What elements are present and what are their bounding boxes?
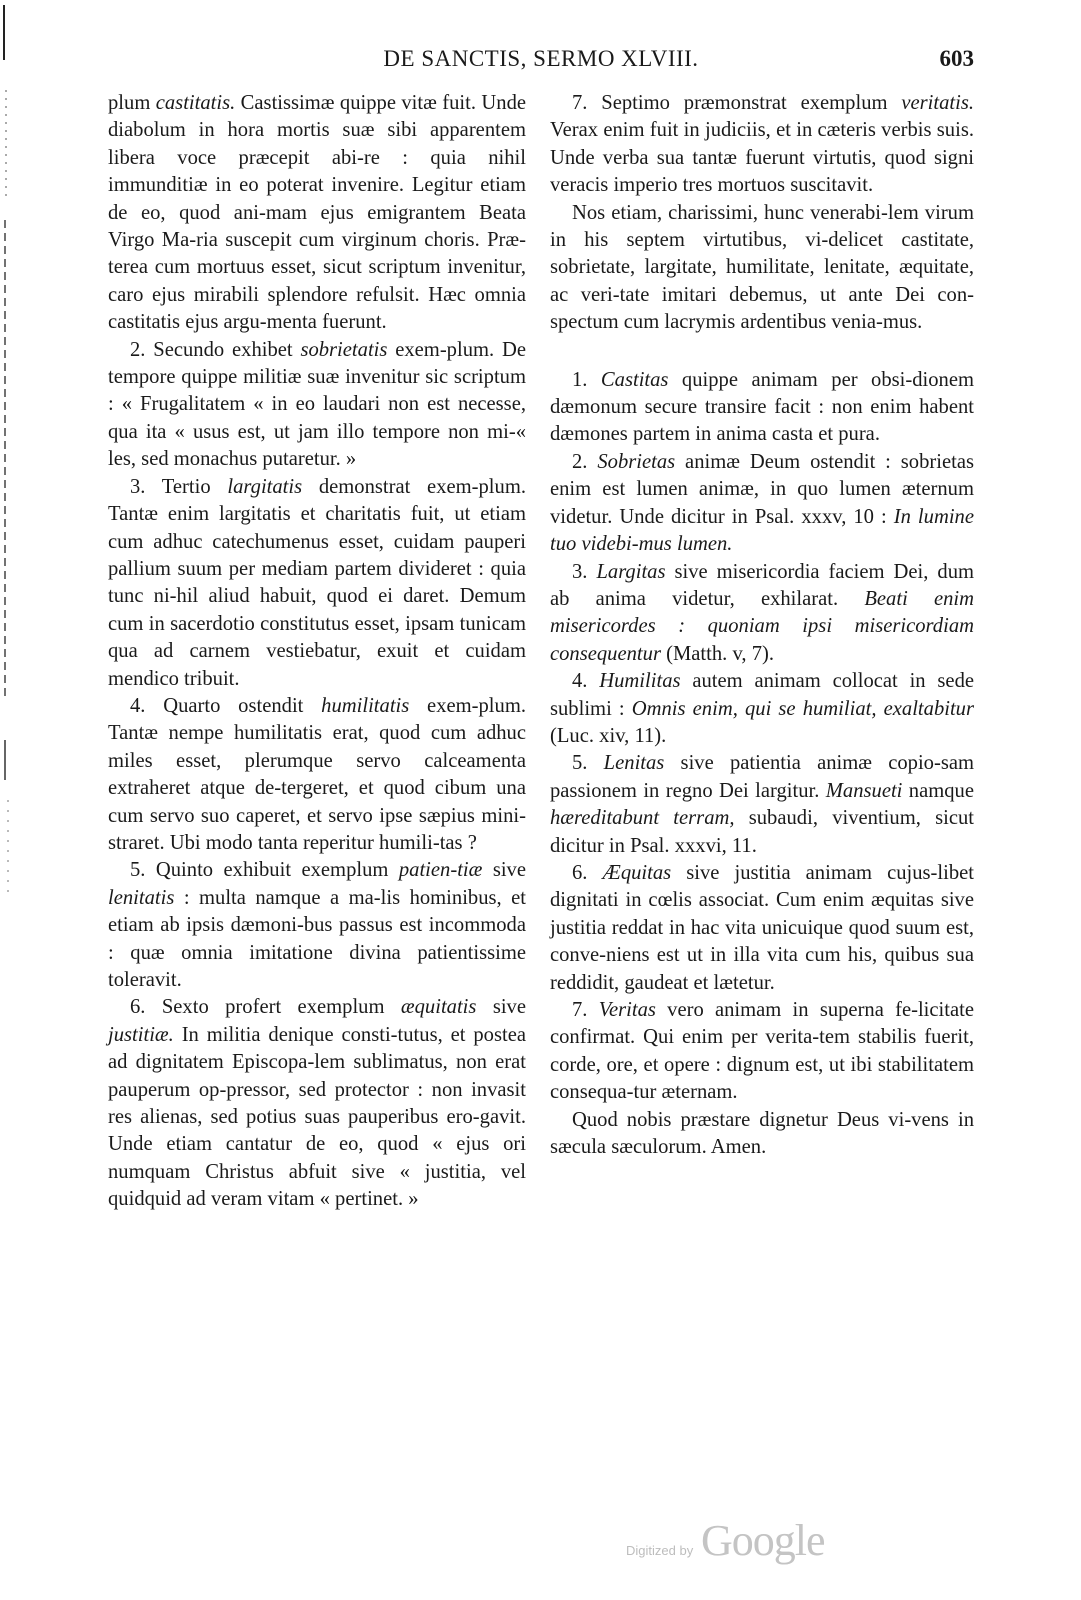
italic-text-run: Beati enim misericordes : quoniam ipsi misericordiam consequentur	[550, 587, 974, 665]
text-run: vero animam in superna fe-licitate confirmat. Qui enim per verita-tem stabilis fuerit, corde, ore, et opere : dignum est, ut ibi stabilitatem consequa-tur æternam.	[550, 999, 974, 1104]
text-run: sive	[482, 859, 526, 882]
paragraph	[550, 449, 974, 559]
paragraph	[108, 90, 526, 337]
paragraph	[550, 750, 974, 860]
italic-text-run: lenitatis	[108, 886, 175, 909]
paragraph	[108, 337, 526, 474]
text-run: In militia denique consti-tutus, et postea ad dignitatem Episcopa-lem sublimatus, non erat pauperum op-pressor, sed protector : non invasit res alienas, sed potius suas pauperibus ero-gavit. Unde etiam cantatur de eo, quod « ejus ori numquam Christus abfuit sive « justitia, vel quidquid ad veram vitam « pertinet. »	[108, 1023, 526, 1211]
italic-text-run: castitatis.	[155, 92, 236, 114]
text-run: 7.	[572, 999, 599, 1021]
text-run: 2.	[572, 450, 598, 473]
italic-text-run: Castitas	[600, 368, 669, 391]
text-run: exem-plum. De tempore quippe militiæ suæ invenitur sic scriptum : « Frugalitatem « in eo laudari non est necesse, qua ita « usus est, ut jam illo tempore non mi-« les, sed monachus putaretur. »	[108, 338, 526, 471]
text-run: Quod nobis præstare dignetur Deus vi-vens in sæcula sæculorum. Amen.	[550, 1108, 974, 1159]
text-run: sive	[476, 996, 526, 1019]
paragraph	[550, 559, 974, 669]
italic-text-run: patien-tiæ	[398, 859, 483, 882]
italic-text-run: hæreditabunt terram,	[550, 807, 735, 830]
paragraph	[550, 860, 974, 997]
digitized-by-label: Digitized by	[626, 1543, 694, 1558]
italic-text-run: Largitas	[596, 560, 666, 583]
italic-text-run: In lumine tuo videbi-mus lumen.	[550, 505, 974, 556]
italic-text-run: humilitatis	[321, 694, 410, 717]
paragraph	[108, 474, 526, 693]
paragraph	[108, 994, 526, 1213]
paragraph	[550, 367, 974, 449]
paragraph	[550, 1107, 974, 1162]
page-number: 603	[939, 46, 974, 71]
text-run: 2. Secundo exhibet	[130, 338, 301, 361]
text-run: sive patientia animæ copio-sam passionem in regno Dei largitur.	[550, 752, 974, 802]
digitization-watermark	[626, 1515, 866, 1565]
italic-text-run: Humilitas	[599, 670, 681, 693]
text-run: 3.	[572, 560, 597, 583]
text-run: subaudi, viventium, sicut dicitur in Psal. xxxvi, 11.	[550, 807, 974, 857]
paragraph	[550, 90, 974, 200]
text-run: sive misericordia faciem Dei, dum ab anima videtur, exhilarat.	[550, 560, 975, 610]
paragraph	[550, 997, 974, 1107]
italic-text-run: Æquitas	[602, 861, 672, 884]
text-run: namque	[902, 779, 974, 802]
right-text-column	[550, 90, 974, 1161]
page-edge-marks	[0, 0, 14, 1000]
italic-text-run: æquitatis	[400, 996, 477, 1019]
google-logo: Google	[701, 1516, 825, 1565]
text-run: quippe animam per obsi-dionem dæmonum secure transire facit : non enim habent dæmones partem in anima casta et pura.	[550, 368, 974, 446]
text-run: 4. Quarto ostendit	[130, 694, 322, 717]
text-run: 4.	[572, 670, 600, 693]
text-run: animæ Deum ostendit : sobrietas enim est lumen animæ, in quo lumen æternum videtur. Unde dicitur in Psal. xxxv, 10 :	[550, 450, 974, 528]
text-run: 5. Quinto exhibuit exemplum	[130, 859, 399, 882]
italic-text-run: sobrietatis	[300, 338, 388, 361]
page-header	[108, 46, 974, 80]
text-run: 6.	[572, 861, 603, 884]
italic-text-run: Omnis enim, qui se humiliat, exaltabitur	[631, 697, 974, 720]
paragraph	[550, 200, 974, 337]
italic-text-run: justitiæ.	[108, 1023, 174, 1046]
text-run: autem animam collocat in sede sublimi :	[550, 670, 975, 720]
paragraph	[108, 857, 526, 994]
text-run: Verax enim fuit in judiciis, et in cæteris verbis suis. Unde verba sua tantæ fuerunt virtutis, quod signi veracis imperio tres mortuos suscitavit.	[550, 119, 974, 197]
text-run: (Luc. xiv, 11).	[550, 724, 667, 747]
italic-text-run: Mansueti	[825, 779, 903, 802]
text-run: 1.	[572, 368, 601, 391]
text-run: : multa namque a ma-lis hominibus, et etiam ab ipsis dæmoni-bus passus est incommoda : quæ omnia imitatione divina patientissime toleravit.	[108, 886, 526, 991]
paragraph	[108, 693, 526, 857]
text-run: 3. Tertio	[130, 475, 228, 498]
running-head: DE SANCTIS, SERMO XLVIII.	[383, 46, 699, 71]
text-run: Castissimæ quippe vitæ fuit. Unde diabolum in hora mortis suæ sibi apparentem libera voce præcepit abi-re : quia nihil immunditiæ in eo poterat invenire. Legitur etiam de eo, quod ani-mam ejus emigrantem Beata Virgo Ma-ria suscepit cum virginum choris. Præ-terea cum mortuus esset, sicut scriptum invenitur, caro ejus mirabili splendore refulsit. Hæc omnia castitatis ejus argu-menta fuerunt.	[108, 92, 527, 334]
paragraph	[550, 668, 974, 750]
text-run: plum	[108, 92, 156, 114]
italic-text-run: veritatis.	[901, 92, 974, 114]
text-run: Nos etiam, charissimi, hunc venerabi-lem virum in his septem virtutibus, vi-delicet castitate, sobrietate, largitate, humilitate, lenitate, æquitate, ac veri-tate imitari debemus, ut ante Dei con-spectum cum lacrymis ardentibus venia-mus.	[550, 201, 974, 334]
text-run: demonstrat exem-plum. Tantæ enim largitatis et charitatis fuit, ut etiam cum adhuc catechumenus esset, cuidam pauperi pallium suum per mediam partem divideret : quia tunc ni-hil aliud habuit, quod ei daret. Demum cum in sacerdotio constitutus esset, ipsam tunicam qua ad carnem vestiebatur, exuit et cuidam mendico tribuit.	[108, 475, 526, 690]
left-text-column	[108, 90, 526, 1214]
text-run: 6. Sexto profert exemplum	[130, 996, 401, 1019]
text-run: (Matth. v, 7).	[660, 642, 775, 665]
text-run: sive justitia animam cujus-libet dignitati in cœlis associat. Cum enim æquitas sive justitia reddat in hac vita unicuique quod suum est, conve-niens est ut in illa vita cum his, quibus sua reddidit, gaudeat et lætetur.	[550, 861, 975, 994]
italic-text-run: Sobrietas	[597, 450, 676, 473]
text-run: 5.	[572, 752, 604, 775]
text-run: 7. Septimo præmonstrat exemplum	[572, 92, 902, 114]
text-run: exem-plum. Tantæ nempe humilitatis erat, quod cum adhuc miles esset, plerumque servo calceamenta extraheret atque de-tergeret, et quod cibum una cum servo suo caperet, et servo ipse sæpius mini-straret. Ubi modo tanta reperitur humili-tas ?	[108, 694, 526, 854]
italic-text-run: Veritas	[598, 999, 656, 1021]
italic-text-run: Lenitas	[603, 752, 665, 775]
italic-text-run: largitatis	[227, 475, 303, 498]
